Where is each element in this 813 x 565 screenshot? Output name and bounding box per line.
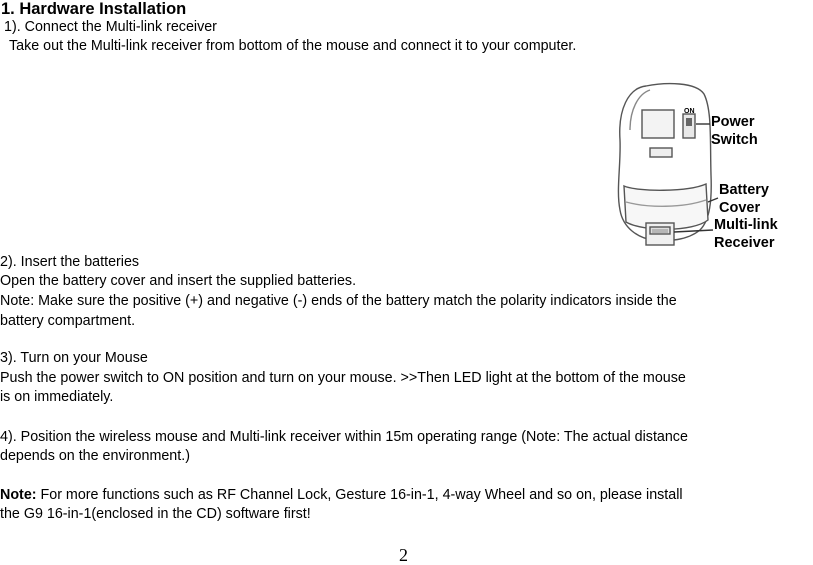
- step2-heading: 2). Insert the batteries: [0, 254, 140, 270]
- final-note-line1: [0, 487, 683, 504]
- step3-line2: is on immediately.: [0, 389, 114, 405]
- callout-battery: Battery: [719, 182, 769, 198]
- callout-receiver: Receiver: [714, 235, 775, 251]
- final-note-line2: the G9 16-in-1(enclosed in the CD) software first!: [0, 506, 311, 522]
- section-title: 1. Hardware Installation: [1, 0, 187, 18]
- step1-heading: 1). Connect the Multi-link receiver: [4, 19, 217, 35]
- step3-heading: 3). Turn on your Mouse: [0, 350, 148, 366]
- callout-multi-link: Multi-link: [714, 217, 778, 233]
- page-number: 2: [399, 545, 408, 565]
- switch-on-label: ON: [684, 108, 695, 115]
- step1-text: Take out the Multi-link receiver from bottom of the mouse and connect it to your computer.: [9, 38, 577, 54]
- callout-power: Power: [711, 114, 755, 130]
- callout-switch: Switch: [711, 132, 758, 148]
- callout-cover: Cover: [719, 200, 761, 216]
- final-note-text: For more functions such as RF Channel Lock, Gesture 16-in-1, 4-way Wheel and so on, please install: [36, 487, 683, 503]
- sensor-window: [642, 110, 674, 138]
- step2-text: Open the battery cover and insert the supplied batteries.: [0, 273, 357, 289]
- final-note-label: Note:: [0, 487, 37, 503]
- mouse-bottom-figure: [608, 80, 788, 256]
- step4-line1: 4). Position the wireless mouse and Multi-link receiver within 15m operating range (Note: The actual distance: [0, 429, 688, 445]
- step2-note-line2: battery compartment.: [0, 313, 136, 329]
- step4-line2: depends on the environment.): [0, 448, 190, 464]
- step3-line1: Push the power switch to ON position and turn on your mouse. >>Then LED light at the bottom of the mouse: [0, 370, 686, 386]
- step2-note-line1: Note: Make sure the positive (+) and negative (-) ends of the battery match the polarity indicators inside the: [0, 293, 677, 309]
